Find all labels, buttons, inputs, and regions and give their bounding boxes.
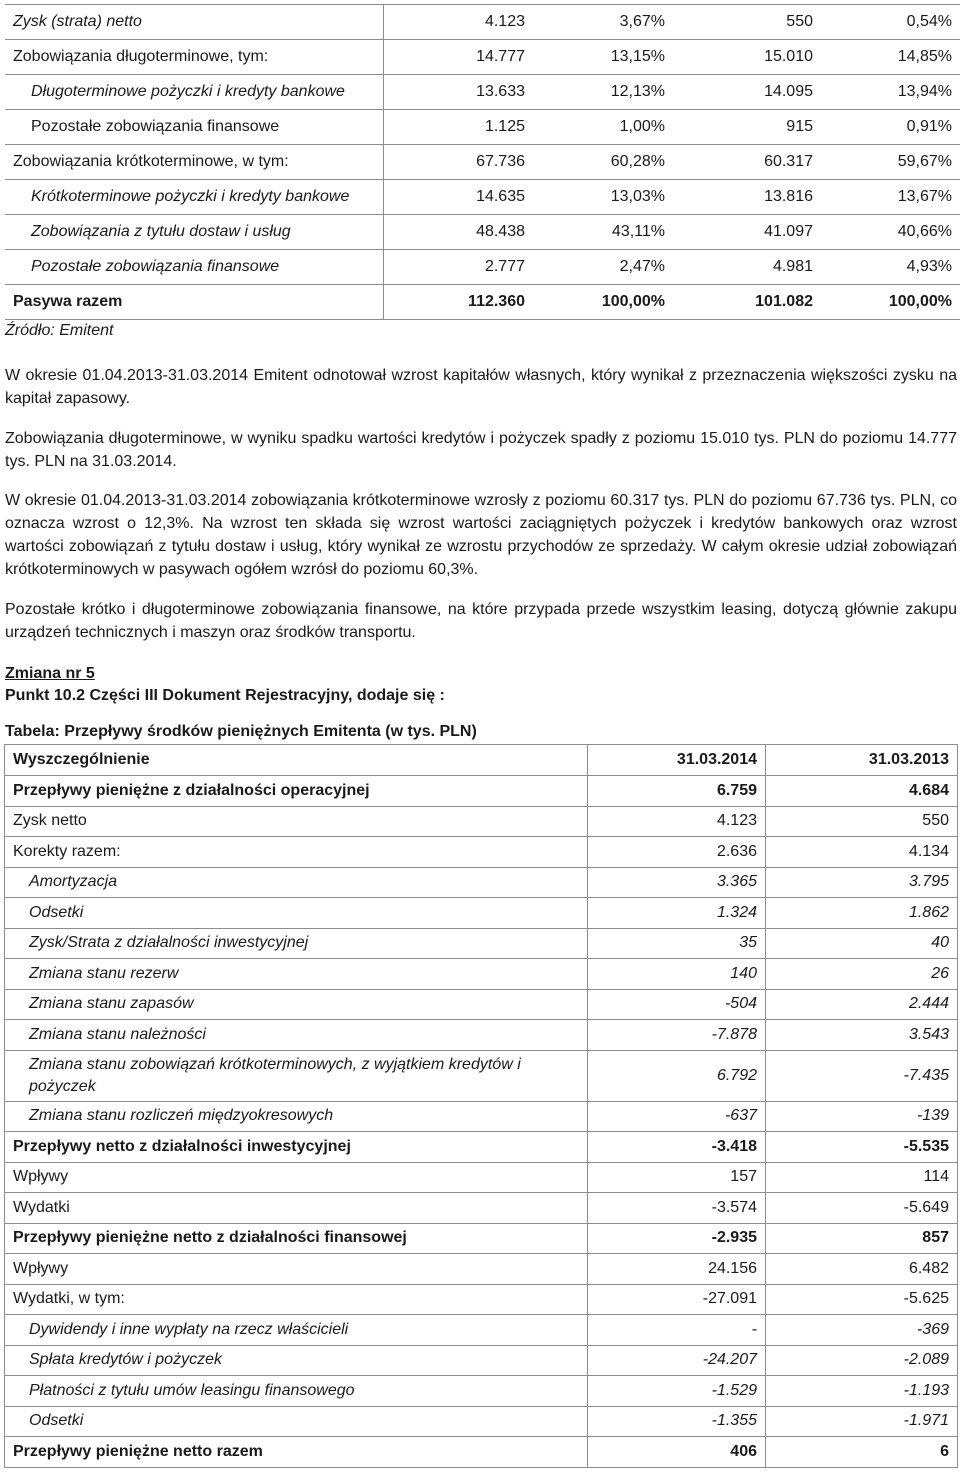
cashflow-row-label: Zysk netto [5,806,588,837]
balance-row-value: 2.777 [383,250,535,285]
balance-row-value: 13.816 [673,180,821,215]
paragraph-long-term-liabilities: Zobowiązania długoterminowe, w wyniku spadku wartości kredytów i pożyczek spadły z poziomu 15.010 tys. PLN do poziomu 14.777 tys. PLN na 31.03.2014. [5,430,957,470]
cashflow-row-value: 6 [766,1437,958,1468]
cashflow-row-value: -5.625 [766,1284,958,1315]
balance-row-value: 4.123 [383,5,535,40]
cashflow-row [5,1101,958,1132]
cashflow-row [5,1284,958,1315]
cashflow-row-value: -5.535 [766,1132,958,1163]
balance-row [5,145,960,180]
cashflow-row-value: -139 [766,1101,958,1132]
balance-row-value: 0,54% [821,5,960,40]
balance-row-label: Zobowiązania długoterminowe, tym: [5,40,383,75]
change-title: Zmiana nr 5 [5,665,95,682]
paragraph-other-liabilities: Pozostałe krótko i długoterminowe zobowiązania finansowe, na które przypada przede wszystkim leasing, dotyczą głównie zakupu urządzeń technicznych i maszyn oraz środków transportu. [5,601,957,641]
cashflow-row-label: Przepływy pieniężne netto razem [5,1437,588,1468]
cashflow-row-label: Wydatki [5,1193,588,1224]
balance-row-value: 100,00% [535,285,673,320]
cashflow-row-value: 35 [588,928,766,959]
cashflow-row-label: Wydatki, w tym: [5,1284,588,1315]
cashflow-row [5,959,958,990]
cashflow-row-label: Zmiana stanu należności [5,1020,588,1051]
balance-row-value: 550 [673,5,821,40]
cashflow-row-value: -637 [588,1101,766,1132]
balance-row-value: 4,93% [821,250,960,285]
cashflow-row-value: -1.529 [588,1376,766,1407]
cashflow-row-value: 4.684 [766,776,958,807]
cashflow-row [5,1376,958,1407]
cashflow-row-label: Przepływy netto z działalności inwestycyjnej [5,1132,588,1163]
cashflow-row [5,837,958,868]
balance-row-label: Zobowiązania z tytułu dostaw i usług [5,215,383,250]
cashflow-row-value: 1.862 [766,898,958,929]
balance-row-value: 59,67% [821,145,960,180]
cashflow-row-value: -1.355 [588,1406,766,1437]
balance-row-label: Zysk (strata) netto [5,5,383,40]
balance-row-value: 14,85% [821,40,960,75]
cashflow-row-label: Zmiana stanu rezerw [5,959,588,990]
balance-row [5,180,960,215]
cashflow-row-value: 3.543 [766,1020,958,1051]
cashflow-row-value: 24.156 [588,1254,766,1285]
cashflow-row [5,806,958,837]
cashflow-row-value: 4.123 [588,806,766,837]
balance-row [5,75,960,110]
paragraph-short-term-liabilities: W okresie 01.04.2013-31.03.2014 zobowiązania krótkoterminowe wzrosły z poziomu 60.317 tys. PLN do poziomu 67.736 tys. PLN, co oznacza wzrost o 12,3%. Na wzrost ten składa się wzrost wartości zaciągniętych pożyczek i kredytów bankowych oraz wzrost wartości zobowiązań z tytułu dostaw i usług, który wynikał ze wzrostu przychodów ze sprzedaży. W całym okresie udział zobowiązań krótkoterminowych w pasywach ogółem wzrósł do poziomu 60,3%. [5,492,957,578]
cashflow-row [5,1406,958,1437]
cashflow-row-value: 1.324 [588,898,766,929]
balance-row-value: 40,66% [821,215,960,250]
balance-row-value: 67.736 [383,145,535,180]
cashflow-row-value: 6.759 [588,776,766,807]
cashflow-row [5,898,958,929]
balance-row-value: 13,15% [535,40,673,75]
cashflow-row-label: Odsetki [5,898,588,929]
balance-row-label: Krótkoterminowe pożyczki i kredyty bankowe [5,180,383,215]
balance-row-value: 13,03% [535,180,673,215]
cashflow-row [5,1345,958,1376]
balance-row-value: 0,91% [821,110,960,145]
cashflow-row-label: Dywidendy i inne wypłaty na rzecz właścicieli [5,1315,588,1346]
table-source-note: Źródło: Emitent [5,322,114,339]
balance-row-value: 13,67% [821,180,960,215]
cashflow-row-value: 2.636 [588,837,766,868]
balance-row-value: 41.097 [673,215,821,250]
cashflow-row-value: 406 [588,1437,766,1468]
balance-row [5,250,960,285]
cashflow-row-value: -2.935 [588,1223,766,1254]
balance-row [5,40,960,75]
cashflow-row-label: Zmiana stanu zapasów [5,989,588,1020]
cashflow-row-value: -7.878 [588,1020,766,1051]
cashflow-row-label: Amortyzacja [5,867,588,898]
balance-row-label: Długoterminowe pożyczki i kredyty bankowe [5,75,383,110]
balance-row-value: 1,00% [535,110,673,145]
cashflow-row-value: 114 [766,1162,958,1193]
cashflow-row [5,1132,958,1163]
cashflow-row-value: -369 [766,1315,958,1346]
balance-row-value: 14.777 [383,40,535,75]
cashflow-row-value: 40 [766,928,958,959]
cashflow-row-label: Przepływy pieniężne z działalności operacyjnej [5,776,588,807]
change-point: Punkt 10.2 Części III Dokument Rejestracyjny, dodaje się : [5,687,445,704]
cashflow-row-value: -3.418 [588,1132,766,1163]
cashflow-row-label: Zysk/Strata z działalności inwestycyjnej [5,928,588,959]
cashflow-row-value: -7.435 [766,1050,958,1101]
balance-row [5,215,960,250]
cashflow-row-value: -1.971 [766,1406,958,1437]
cashflow-row [5,1020,958,1051]
cashflow-row-value: 2.444 [766,989,958,1020]
balance-row-value: 13,94% [821,75,960,110]
cashflow-row-value: 4.134 [766,837,958,868]
cashflow-row [5,928,958,959]
cashflow-row-value: 3.365 [588,867,766,898]
balance-row-label: Zobowiązania krótkoterminowe, w tym: [5,145,383,180]
balance-row-value: 12,13% [535,75,673,110]
balance-row-label: Pasywa razem [5,285,383,320]
cashflow-row-label: Spłata kredytów i pożyczek [5,1345,588,1376]
cashflow-row-label: Płatności z tytułu umów leasingu finansowego [5,1376,588,1407]
cashflow-row [5,1162,958,1193]
cashflow-row-value: 140 [588,959,766,990]
cashflow-row-label: Wpływy [5,1162,588,1193]
cashflow-row-value: 857 [766,1223,958,1254]
balance-row-value: 48.438 [383,215,535,250]
cashflow-row-value: 6.792 [588,1050,766,1101]
cashflow-row [5,1315,958,1346]
balance-row-value: 100,00% [821,285,960,320]
cashflow-row-value: -27.091 [588,1284,766,1315]
paragraph-equity: W okresie 01.04.2013-31.03.2014 Emitent odnotował wzrost kapitałów własnych, który wynikał z przeznaczenia większości zysku na kapitał zapasowy. [5,367,957,407]
cashflow-row-value: -5.649 [766,1193,958,1224]
cashflow-row [5,1437,958,1468]
balance-row-value: 3,67% [535,5,673,40]
cashflow-row-value: -24.207 [588,1345,766,1376]
balance-row [5,5,960,40]
cashflow-row-value: -3.574 [588,1193,766,1224]
cashflow-row-label: Wpływy [5,1254,588,1285]
balance-row-value: 112.360 [383,285,535,320]
cashflow-row-value: -2.089 [766,1345,958,1376]
header-col-2014: 31.03.2014 [588,745,766,776]
cashflow-row [5,1193,958,1224]
cashflow-row [5,1050,958,1101]
balance-row-value: 915 [673,110,821,145]
balance-row [5,285,960,320]
balance-row-label: Pozostałe zobowiązania finansowe [5,110,383,145]
cashflow-table [4,744,958,1468]
cashflow-row-label: Zmiana stanu rozliczeń międzyokresowych [5,1101,588,1132]
balance-row-value: 60,28% [535,145,673,180]
cashflow-row-value: 3.795 [766,867,958,898]
balance-row-value: 2,47% [535,250,673,285]
cashflow-row [5,867,958,898]
cashflow-row [5,1223,958,1254]
balance-row-value: 4.981 [673,250,821,285]
balance-row-value: 101.082 [673,285,821,320]
cashflow-row-value: - [588,1315,766,1346]
balance-row-value: 13.633 [383,75,535,110]
cashflow-row [5,989,958,1020]
cashflow-row-value: -504 [588,989,766,1020]
cashflow-row-label: Zmiana stanu zobowiązań krótkoterminowych, z wyjątkiem kredytów i pożyczek [5,1050,588,1101]
cashflow-row-value: 157 [588,1162,766,1193]
balance-row-value: 14.635 [383,180,535,215]
balance-row-value: 15.010 [673,40,821,75]
cashflow-row [5,776,958,807]
balance-row-value: 1.125 [383,110,535,145]
cashflow-row-value: 26 [766,959,958,990]
cashflow-row [5,1254,958,1285]
cashflow-row-value: 6.482 [766,1254,958,1285]
cashflow-row-label: Korekty razem: [5,837,588,868]
balance-row-value: 60.317 [673,145,821,180]
cashflow-header-row [5,745,958,776]
cashflow-table-title: Tabela: Przepływy środków pieniężnych Emitenta (w tys. PLN) [5,723,477,740]
cashflow-row-value: 550 [766,806,958,837]
balance-row-label: Pozostałe zobowiązania finansowe [5,250,383,285]
cashflow-row-label: Przepływy pieniężne netto z działalności finansowej [5,1223,588,1254]
balance-row-value: 43,11% [535,215,673,250]
balance-sheet-table [5,4,960,320]
header-col-2013: 31.03.2013 [766,745,958,776]
cashflow-row-value: -1.193 [766,1376,958,1407]
balance-row-value: 14.095 [673,75,821,110]
balance-row [5,110,960,145]
cashflow-row-label: Odsetki [5,1406,588,1437]
header-label: Wyszczególnienie [5,745,588,776]
